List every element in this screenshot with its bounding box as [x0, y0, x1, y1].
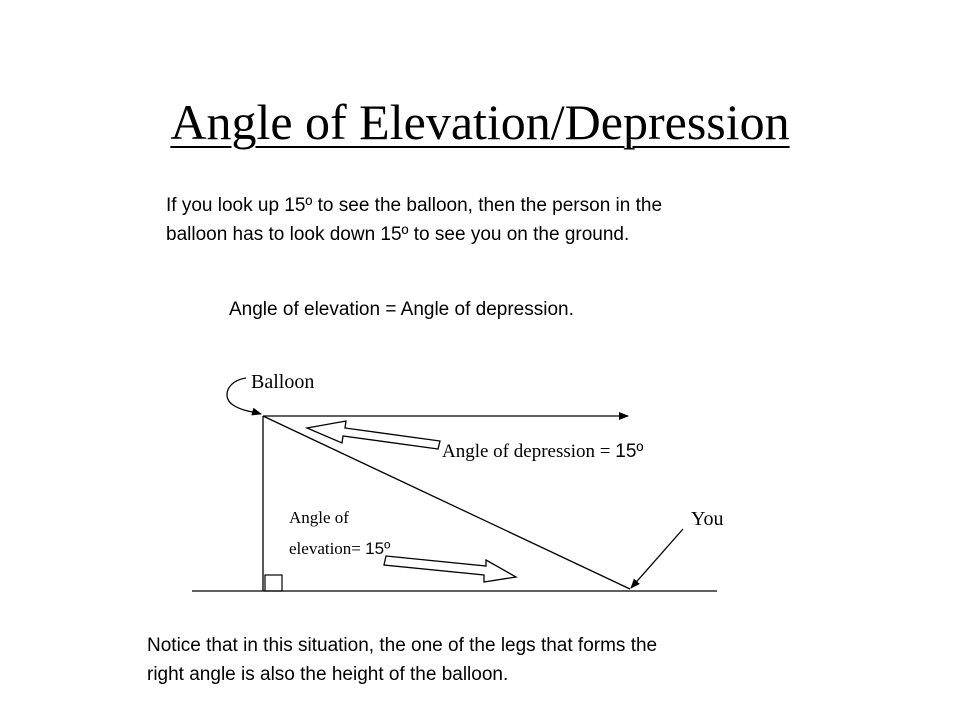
elevation-label-line-2 [289, 533, 390, 564]
elevation-label-line-1: Angle of [289, 508, 349, 527]
depression-block-arrow [307, 421, 440, 449]
you-label: You [691, 508, 724, 530]
elevation-value: 15º [365, 539, 391, 558]
balloon-label: Balloon [251, 371, 315, 393]
page-title-text: Angle of Elevation/Depression [170, 94, 790, 150]
note-paragraph [147, 631, 657, 689]
you-pointer [631, 529, 683, 588]
intro-line-2: balloon has to look down 15º to see you on the ground. [166, 224, 630, 245]
depression-label [442, 440, 643, 464]
depression-label-text: Angle of depression = [442, 441, 616, 462]
depression-value: 15º [615, 441, 644, 462]
elevation-label [289, 502, 390, 564]
note-line-1: Notice that in this situation, the one of the legs that forms the [147, 635, 658, 656]
note-line-2: right angle is also the height of the balloon. [147, 664, 509, 685]
elevation-block-arrow [384, 556, 516, 582]
intro-line-1: If you look up 15º to see the balloon, then the person in the [166, 195, 663, 216]
elevation-label-text: elevation= [289, 539, 366, 558]
right-angle-marker [265, 575, 282, 591]
equality-statement: Angle of elevation = Angle of depression. [229, 299, 574, 320]
